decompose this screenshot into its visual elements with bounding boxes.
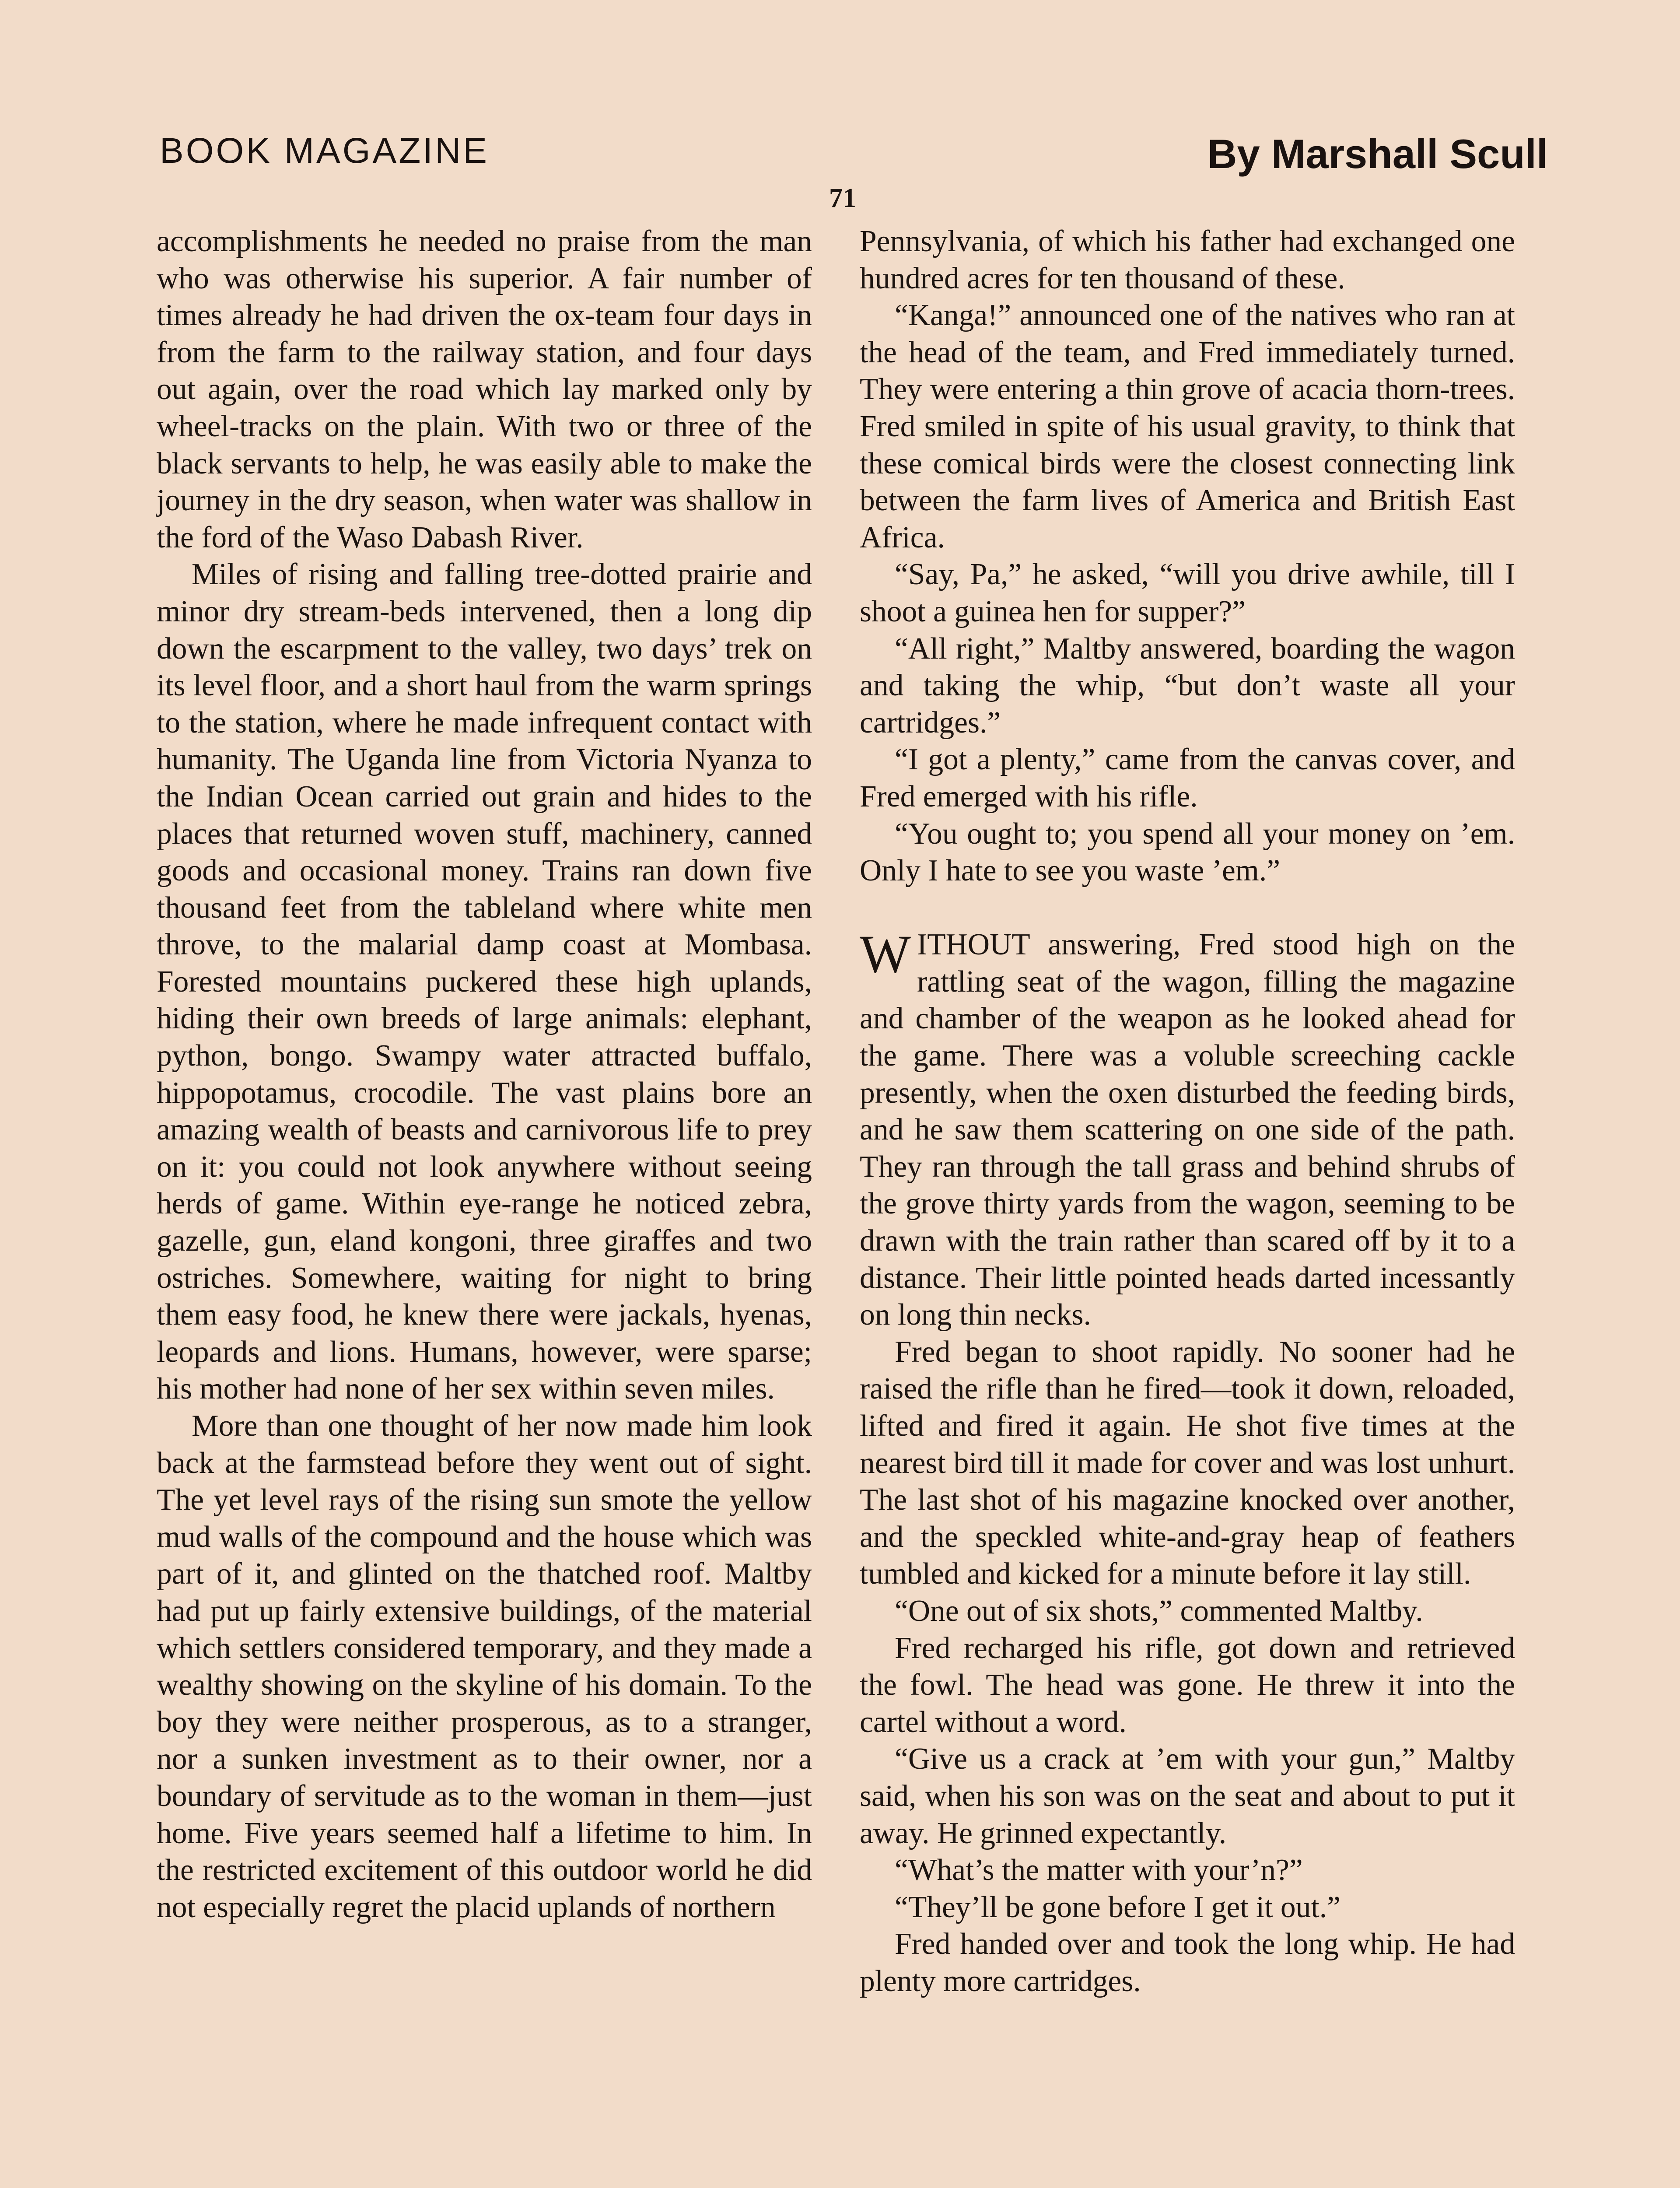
magazine-title: BOOK MAGAZINE bbox=[160, 131, 489, 171]
paragraph: Pennsylvania, of which his father had exchanged one hundred acres for ten thousand of these. bbox=[860, 224, 1515, 295]
left-column bbox=[157, 223, 812, 1926]
paragraph: “Say, Pa,” he asked, “will you drive awhile, till I shoot a guinea hen for supper?” bbox=[860, 558, 1515, 628]
paragraph: “All right,” Maltby answered, boarding the wagon and taking the whip, “but don’t waste all your cartridges.” bbox=[860, 631, 1515, 740]
paragraph: “Kanga!” announced one of the natives who ran at the head of the team, and Fred immediately turned. They were entering a thin grove of acacia thorn-trees. Fred smiled in spite of his usual gravity, to think that these comical birds were the closest connecting link between the farm lives of America and British East Africa. bbox=[860, 298, 1515, 554]
section-opening-paragraph bbox=[860, 926, 1515, 1334]
paragraph: “What’s the matter with your’n?” bbox=[895, 1853, 1303, 1887]
paragraph: Fred recharged his rifle, got down and retrieved the fowl. The head was gone. He threw it into the cartel without a word. bbox=[860, 1631, 1515, 1739]
paragraph: Fred began to shoot rapidly. No sooner had he raised the rifle than he fired—took it down, reloaded, lifted and fired it again. He shot five times at the nearest bird till it made for cover and was lost unhurt. The last shot of his magazine knocked over another, and the speckled white-and-gray heap of feathers tumbled and kicked for a minute before it lay still. bbox=[860, 1335, 1515, 1591]
paragraph: Fred handed over and took the long whip. He had plenty more cartridges. bbox=[860, 1927, 1515, 1998]
paragraph: “One out of six shots,” commented Maltby. bbox=[895, 1594, 1423, 1628]
paragraph: “Give us a crack at ’em with your gun,” Maltby said, when his son was on the seat and about to put it away. He grinned expectantly. bbox=[860, 1742, 1515, 1850]
paragraph-text: ITHOUT answering, Fred stood high on the rattling seat of the wagon, filling the magazine and chamber of the weapon as he looked ahead for the game. There was a voluble screeching cackle presently, when the oxen disturbed the feeding birds, and he saw them scattering on one side of the path. They ran through the tall grass and behind shrubs of the grove thirty yards from the wagon, seeming to be drawn with the train rather than scared off by it to a distance. Their little pointed heads darted incessantly on long thin necks. bbox=[860, 928, 1515, 1332]
paragraph: accomplishments he needed no praise from the man who was otherwise his superior. A fair number of times already he had driven the ox-team four days in from the farm to the railway station, and four days out again, over the road which lay marked only by wheel-tracks on the plain. With two or three of the black servants to help, he was easily able to make the journey in the dry season, when water was shallow in the ford of the Waso Dabash River. bbox=[157, 224, 812, 554]
paragraph: Miles of rising and falling tree-dotted prairie and minor dry stream-beds intervened, then a long dip down the escarpment to the valley, two days’ trek on its level floor, and a short haul from the warm springs to the station, where he made infrequent contact with humanity. The Uganda line from Victoria Nyanza to the Indian Ocean carried out grain and hides to the places that returned woven stuff, machinery, canned goods and occasional money. Trains ran down five thousand feet from the tableland where white men throve, to the malarial damp coast at Mombasa. Forested mountains puckered these high uplands, hiding their own breeds of large animals: elephant, python, bongo. Swampy water attracted buffalo, hippopotamus, crocodile. The vast plains bore an amazing wealth of beasts and carnivorous life to prey on it: you could not look anywhere without seeing herds of game. Within eye-range he noticed zebra, gazelle, gun, eland kongoni, three giraffes and two ostriches. Somewhere, waiting for night to bring them easy food, he knew there were jackals, hyenas, leopards and lions. Humans, however, were sparse; his mother had none of her sex within seven miles. bbox=[157, 558, 812, 1406]
page-number: 71 bbox=[829, 183, 856, 213]
drop-cap: W bbox=[860, 924, 911, 985]
paragraph: “You ought to; you spend all your money on ’em. Only I hate to see you waste ’em.” bbox=[860, 817, 1515, 888]
author-byline: By Marshall Scull bbox=[1207, 131, 1548, 177]
paragraph: “They’ll be gone before I get it out.” bbox=[895, 1890, 1340, 1924]
paragraph: More than one thought of her now made him look back at the farmstead before they went out of sight. The yet level rays of the rising sun smote the yellow mud walls of the compound and the house which was part of it, and glinted on the thatched roof. Maltby had put up fairly extensive buildings, of the material which settlers considered temporary, and they made a wealthy showing on the skyline of his domain. To the boy they were neither prosperous, as to a stranger, nor a sunken investment as to their owner, nor a boundary of servitude as to the woman in them—just home. Five years seemed half a lifetime to him. In the restricted excitement of this outdoor world he did not especially regret the placid uplands of northern bbox=[157, 1409, 812, 1924]
paragraph: “I got a plenty,” came from the canvas cover, and Fred emerged with his rifle. bbox=[860, 743, 1515, 813]
right-column bbox=[860, 223, 1515, 2000]
